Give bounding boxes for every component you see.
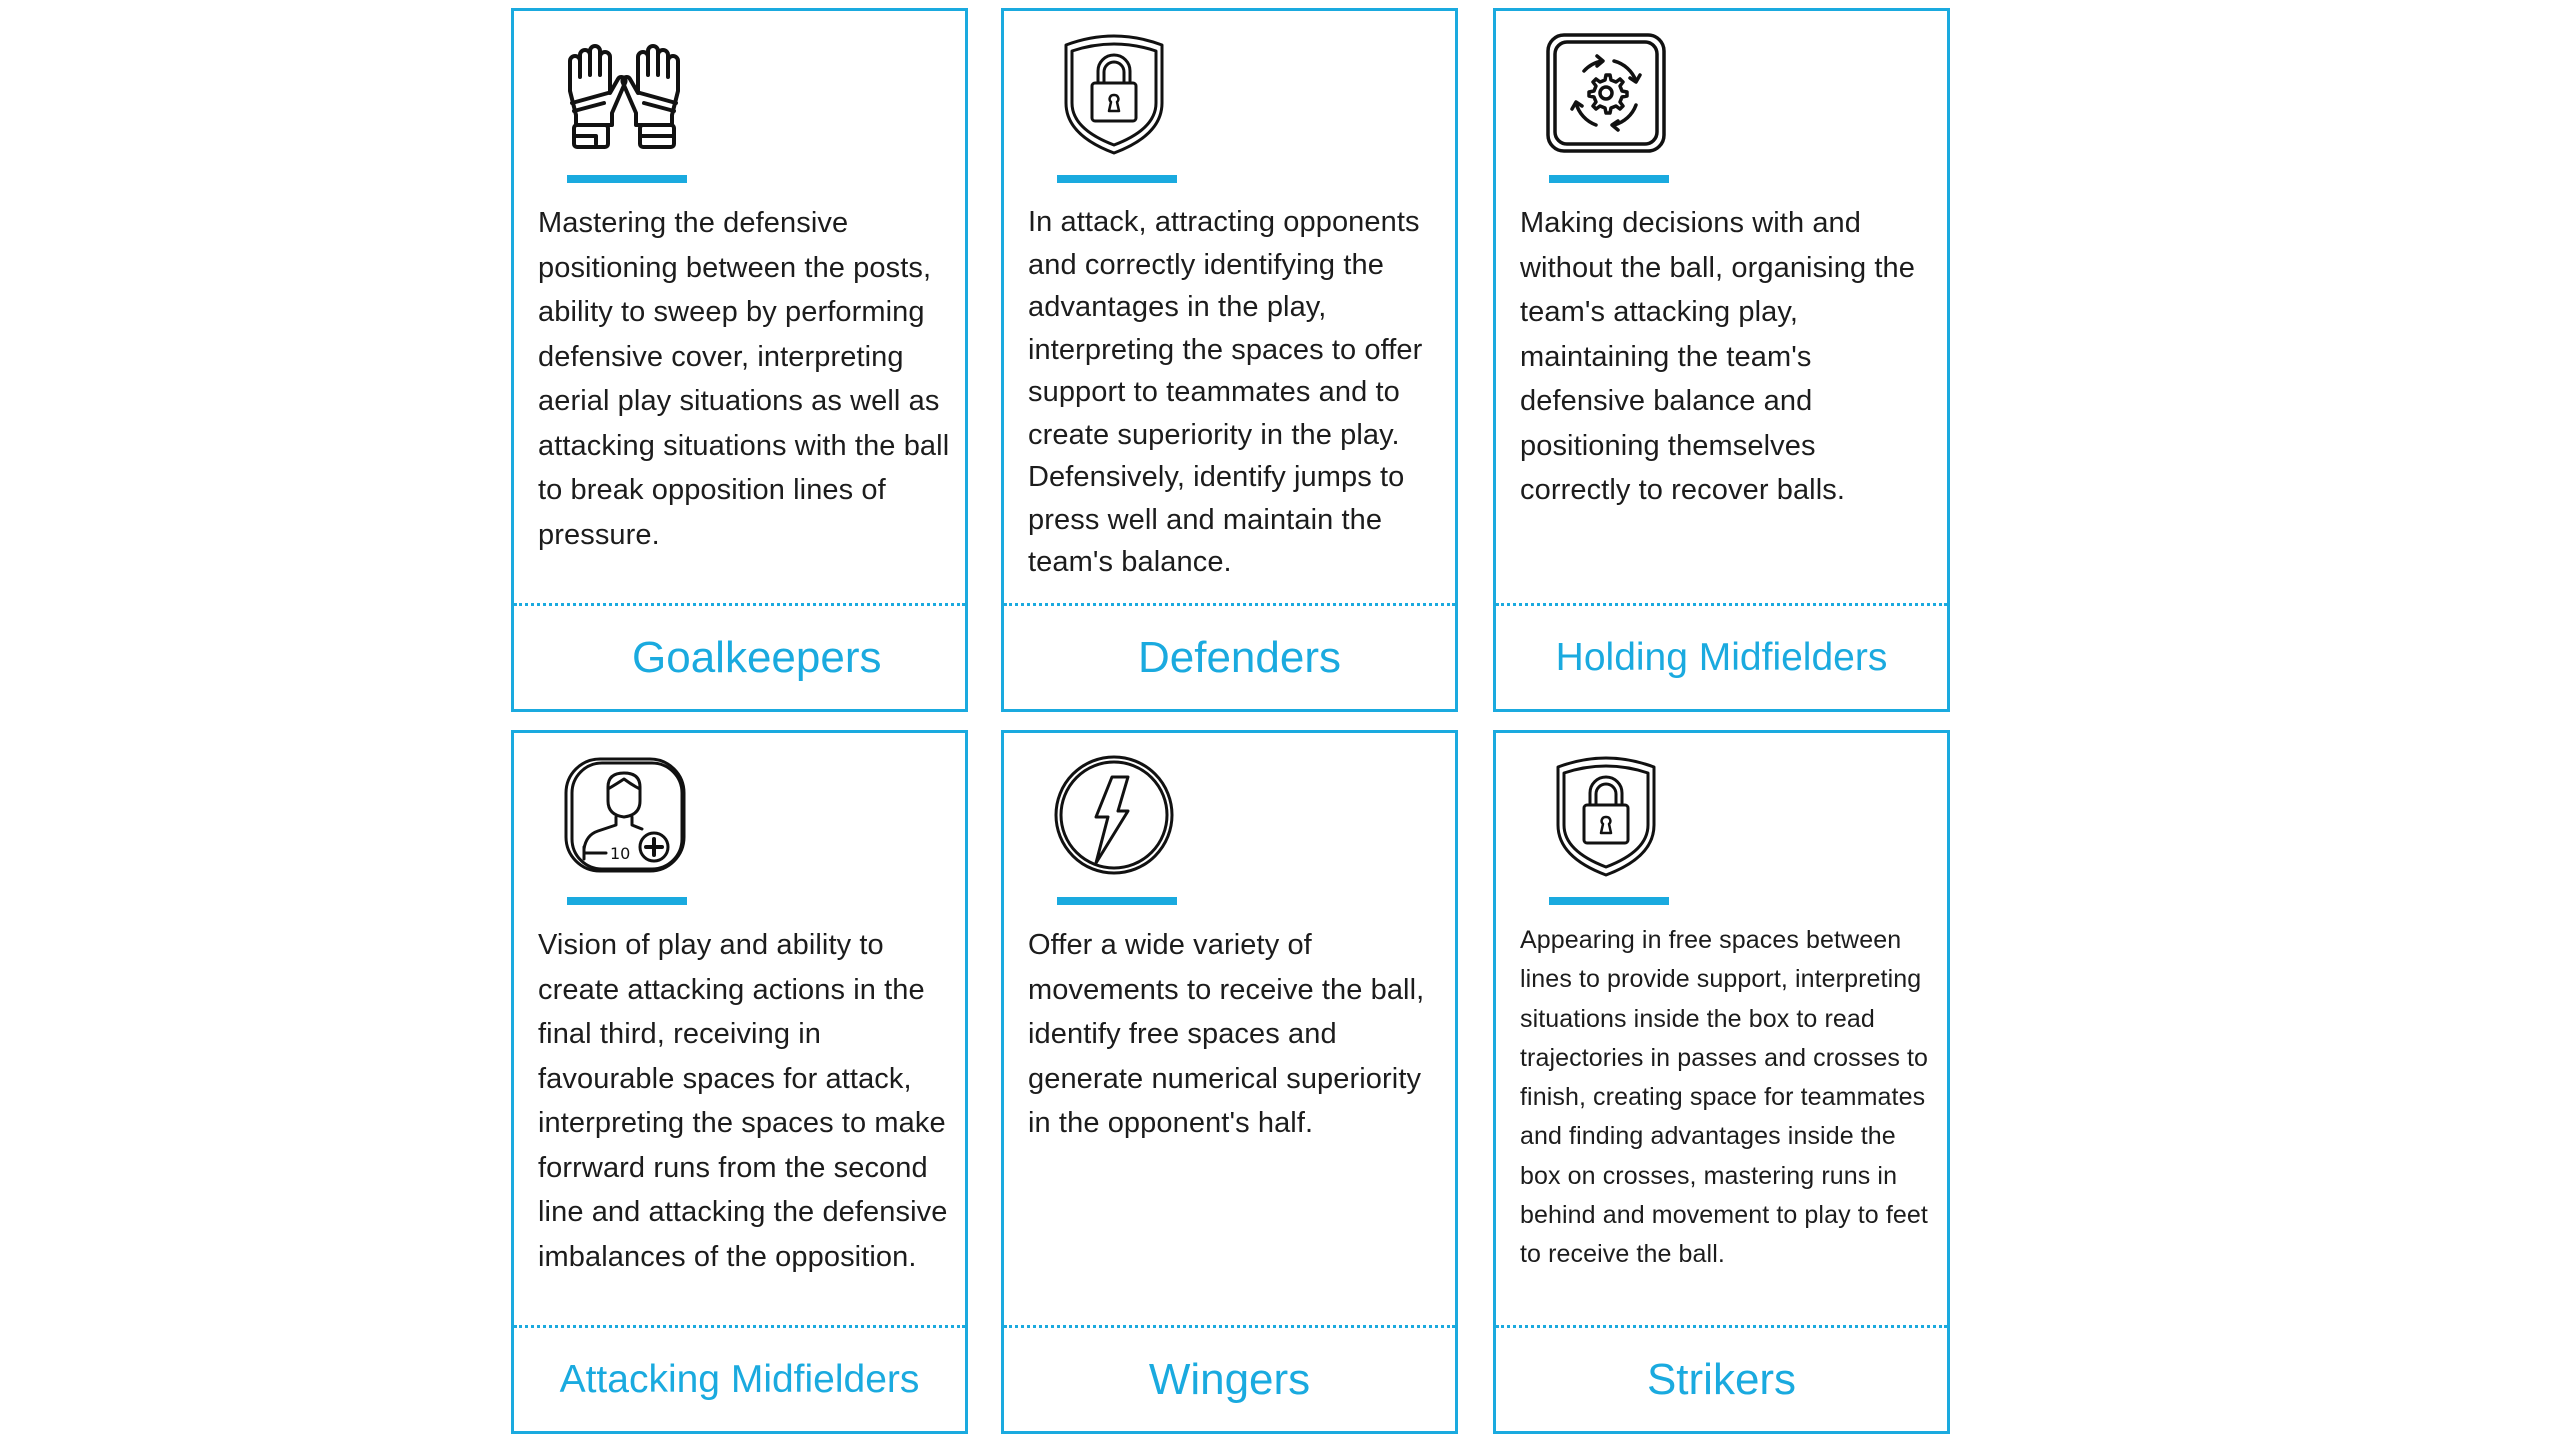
lightning-bolt-icon bbox=[1052, 753, 1176, 877]
card-description: Vision of play and ability to create attacking actions in the final third, receiving in favourable spaces for attack, interpreting the spaces to make forrward runs from the second line and attacking the defensive imbalances of the opposition. bbox=[538, 929, 948, 1273]
accent-bar bbox=[1549, 175, 1669, 183]
card-attacking-midfielders bbox=[511, 730, 968, 1434]
accent-bar bbox=[1057, 897, 1177, 905]
shield-lock-icon bbox=[1052, 31, 1176, 155]
card-title: Strikers bbox=[1646, 1354, 1797, 1404]
card-description: Appearing in free spaces between lines to provide support, interpreting situations inside the box to read trajectories in passes and crosses to finish, creating space for teammates and finding advantages inside the box on crosses, mastering runs in behind and movement to play to feet to receive the ball. bbox=[1520, 926, 1929, 1269]
card-title: Goalkeepers bbox=[632, 632, 882, 682]
card-strikers bbox=[1493, 730, 1950, 1434]
svg-text:10: 10 bbox=[610, 844, 631, 863]
card-title: Defenders bbox=[1137, 632, 1341, 682]
card-description: Making decisions with and without the ball, organising the team's attacking play, maintaining the team's defensive balance and positioning themselves correctly to recover balls. bbox=[1520, 207, 1915, 506]
card-holding-midfielders bbox=[1493, 8, 1950, 712]
accent-bar bbox=[567, 897, 687, 905]
goalkeeper-gloves-icon bbox=[562, 31, 686, 155]
card-title: Holding Midfielders bbox=[1555, 635, 1888, 679]
card-title: Attacking Midfielders bbox=[559, 1357, 920, 1401]
accent-bar bbox=[567, 175, 687, 183]
card-goalkeepers bbox=[511, 8, 968, 712]
accent-bar bbox=[1549, 897, 1669, 905]
shield-lock-icon bbox=[1544, 753, 1668, 877]
accent-bar bbox=[1057, 175, 1177, 183]
gear-cycle-icon bbox=[1544, 31, 1668, 155]
player-number-10-plus-icon bbox=[562, 753, 686, 877]
card-description: In attack, attracting opponents and correctly identifying the advantages in the play, interpreting the spaces to offer support to teammates and to create superiority in the play. Defensively, identify jumps to press well and maintain the team's balance. bbox=[1028, 206, 1423, 578]
card-title: Wingers bbox=[1148, 1354, 1311, 1404]
card-defenders bbox=[1001, 8, 1458, 712]
card-description: Mastering the defensive positioning between the posts, ability to sweep by performing defensive cover, interpreting aerial play situations as well as attacking situations with the ball to break opposition lines of pressure. bbox=[538, 207, 950, 551]
card-description: Offer a wide variety of movements to receive the ball, identify free spaces and generate numerical superiority in the opponent's half. bbox=[1028, 929, 1425, 1139]
card-wingers bbox=[1001, 730, 1458, 1434]
